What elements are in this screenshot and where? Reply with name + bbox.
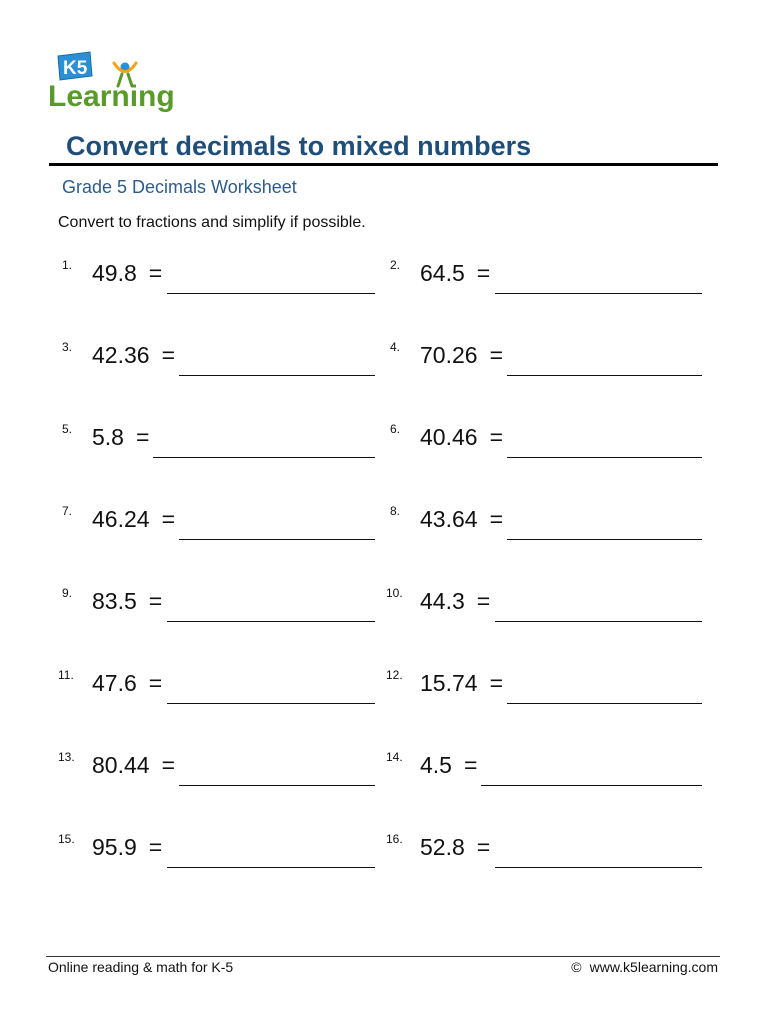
footer-tagline: Online reading & math for K-5 bbox=[48, 959, 234, 975]
equals-sign: = bbox=[161, 506, 175, 532]
instructions: Convert to fractions and simplify if possible. bbox=[58, 214, 366, 231]
equals-sign: = bbox=[148, 670, 163, 696]
equals-sign: = bbox=[463, 752, 478, 778]
problem-14 bbox=[386, 750, 704, 794]
problem-number: 4. bbox=[390, 340, 401, 354]
logo-wordmark: Learning bbox=[48, 80, 175, 113]
problem-2 bbox=[390, 258, 704, 302]
problem-expression bbox=[420, 506, 503, 533]
problem-5 bbox=[62, 422, 376, 466]
k5-learning-logo bbox=[46, 50, 191, 116]
equals-sign: = bbox=[148, 260, 163, 286]
answer-blank[interactable] bbox=[507, 539, 702, 540]
answer-blank[interactable] bbox=[167, 621, 375, 622]
problem-expression bbox=[92, 506, 175, 533]
problem-15 bbox=[58, 832, 376, 876]
problem-6 bbox=[390, 422, 704, 466]
equals-sign: = bbox=[489, 670, 503, 696]
answer-blank[interactable] bbox=[179, 375, 375, 376]
problem-value: 80.44 bbox=[92, 752, 150, 778]
equals-sign: = bbox=[161, 752, 175, 778]
problem-number: 1. bbox=[62, 258, 73, 272]
problem-number: 11. bbox=[58, 668, 74, 682]
problem-value: 64.5 bbox=[420, 260, 465, 286]
answer-blank[interactable] bbox=[507, 375, 702, 376]
problem-value: 43.64 bbox=[420, 506, 478, 532]
worksheet-title: Convert decimals to mixed numbers bbox=[66, 131, 532, 161]
problem-number: 3. bbox=[62, 340, 73, 354]
problem-number: 12. bbox=[386, 668, 403, 682]
problem-number: 9. bbox=[62, 586, 73, 600]
k5-badge-icon bbox=[58, 52, 92, 80]
answer-blank[interactable] bbox=[179, 785, 375, 786]
problem-expression bbox=[92, 260, 162, 287]
problem-value: 52.8 bbox=[420, 834, 465, 860]
problem-7 bbox=[62, 504, 376, 548]
equals-sign: = bbox=[489, 506, 503, 532]
answer-blank[interactable] bbox=[495, 293, 702, 294]
problem-expression bbox=[92, 424, 149, 451]
equals-sign: = bbox=[489, 424, 503, 450]
equals-sign: = bbox=[476, 834, 491, 860]
equals-sign: = bbox=[489, 342, 503, 368]
footer-divider bbox=[46, 956, 720, 957]
equals-sign: = bbox=[135, 424, 150, 450]
problem-10 bbox=[386, 586, 704, 630]
equals-sign: = bbox=[148, 588, 163, 614]
problem-expression bbox=[420, 342, 503, 369]
problem-expression bbox=[92, 588, 162, 615]
problem-number: 14. bbox=[386, 750, 403, 764]
answer-blank[interactable] bbox=[507, 703, 702, 704]
problem-value: 15.74 bbox=[420, 670, 478, 696]
problem-number: 8. bbox=[390, 504, 401, 518]
answer-blank[interactable] bbox=[481, 785, 702, 786]
problem-expression bbox=[92, 670, 162, 697]
answer-blank[interactable] bbox=[167, 867, 375, 868]
problem-number: 5. bbox=[62, 422, 73, 436]
worksheet-subtitle: Grade 5 Decimals Worksheet bbox=[62, 177, 297, 197]
problem-number: 10. bbox=[386, 586, 403, 600]
equals-sign: = bbox=[476, 588, 491, 614]
problem-expression bbox=[420, 752, 477, 779]
logo-mark-text: K5 bbox=[63, 58, 88, 79]
problem-value: 42.36 bbox=[92, 342, 150, 368]
problem-value: 46.24 bbox=[92, 506, 150, 532]
copyright-icon: © bbox=[571, 959, 582, 975]
footer-url[interactable]: www.k5learning.com bbox=[589, 959, 718, 975]
problem-expression bbox=[92, 752, 175, 779]
problem-value: 4.5 bbox=[420, 752, 452, 778]
problem-number: 7. bbox=[62, 504, 73, 518]
problem-13 bbox=[58, 750, 376, 794]
problem-9 bbox=[62, 586, 376, 630]
problem-number: 13. bbox=[58, 750, 75, 764]
problem-number: 16. bbox=[386, 832, 403, 846]
problem-number: 2. bbox=[390, 258, 401, 272]
equals-sign: = bbox=[148, 834, 163, 860]
answer-blank[interactable] bbox=[179, 539, 375, 540]
problem-8 bbox=[390, 504, 704, 548]
problem-value: 49.8 bbox=[92, 260, 137, 286]
answer-blank[interactable] bbox=[507, 457, 702, 458]
problem-value: 5.8 bbox=[92, 424, 124, 450]
problem-expression bbox=[420, 424, 503, 451]
footer-website bbox=[571, 959, 718, 975]
answer-blank[interactable] bbox=[167, 293, 375, 294]
problem-expression bbox=[92, 342, 175, 369]
problem-number: 15. bbox=[58, 832, 75, 846]
equals-sign: = bbox=[476, 260, 491, 286]
problem-value: 95.9 bbox=[92, 834, 137, 860]
problem-value: 70.26 bbox=[420, 342, 478, 368]
problem-value: 47.6 bbox=[92, 670, 137, 696]
problem-4 bbox=[390, 340, 704, 384]
problem-11 bbox=[58, 668, 376, 712]
problem-expression bbox=[420, 834, 490, 861]
answer-blank[interactable] bbox=[495, 867, 702, 868]
answer-blank[interactable] bbox=[153, 457, 375, 458]
problem-16 bbox=[386, 832, 704, 876]
title-divider bbox=[49, 163, 718, 166]
problem-expression bbox=[420, 260, 490, 287]
problem-value: 44.3 bbox=[420, 588, 465, 614]
problem-3 bbox=[62, 340, 376, 384]
problem-number: 6. bbox=[390, 422, 401, 436]
answer-blank[interactable] bbox=[167, 703, 375, 704]
problem-value: 40.46 bbox=[420, 424, 478, 450]
problem-1 bbox=[62, 258, 376, 302]
problem-12 bbox=[386, 668, 704, 712]
equals-sign: = bbox=[161, 342, 175, 368]
answer-blank[interactable] bbox=[495, 621, 702, 622]
problem-value: 83.5 bbox=[92, 588, 137, 614]
problem-expression bbox=[420, 670, 503, 697]
problem-expression bbox=[420, 588, 490, 615]
problem-expression bbox=[92, 834, 162, 861]
